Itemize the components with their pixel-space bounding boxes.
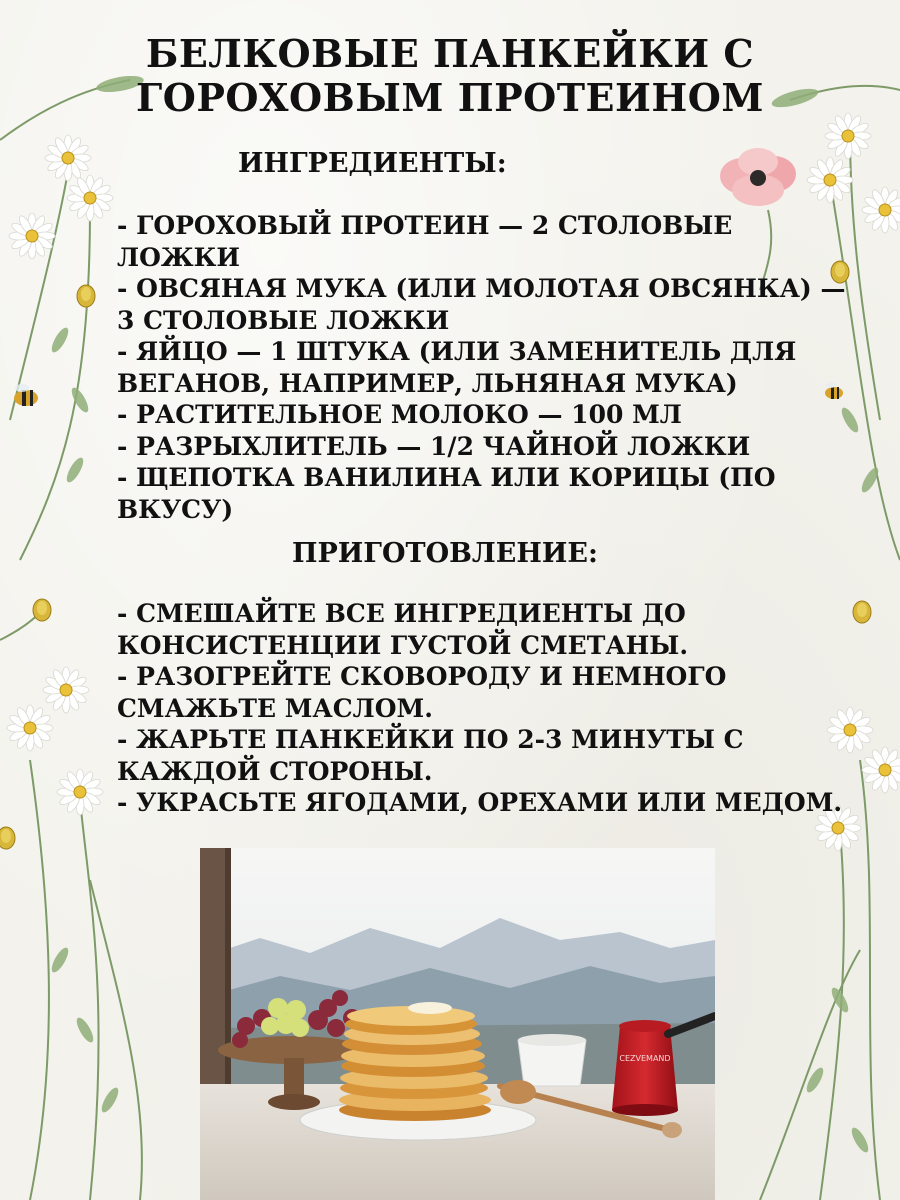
step-line: КОНСИСТЕНЦИИ ГУСТОЙ СМЕТАНЫ.: [117, 630, 689, 660]
pancake-photo: [200, 848, 715, 1200]
ingredient-line: ЛОЖКИ: [117, 242, 241, 272]
title-line-2: ГОРОХОВЫМ ПРОТЕИНОМ: [136, 75, 764, 120]
ingredient-line: ВЕГАНОВ, НАПРИМЕР, ЛЬНЯНАЯ МУКА): [117, 368, 738, 398]
ingredient-line: 3 СТОЛОВЫЕ ЛОЖКИ: [117, 305, 450, 335]
preparation-steps: [117, 598, 842, 819]
ingredient-line: - ЯЙЦО — 1 ШТУКА (ИЛИ ЗАМЕНИТЕЛЬ ДЛЯ: [117, 337, 797, 366]
pancake-scene-image: [200, 848, 715, 1200]
title-line-1: БЕЛКОВЫЕ ПАНКЕЙКИ С: [145, 31, 755, 76]
step-line: - РАЗОГРЕЙТЕ СКОВОРОДУ И НЕМНОГО: [117, 662, 727, 691]
ingredients-heading: ИНГРЕДИЕНТЫ:: [238, 148, 507, 179]
ingredient-line: - ЩЕПОТКА ВАНИЛИНА ИЛИ КОРИЦЫ (ПО: [117, 463, 776, 492]
ingredient-line: - РАЗРЫХЛИТЕЛЬ — 1/2 ЧАЙНОЙ ЛОЖКИ: [117, 431, 751, 461]
ingredients-list: [117, 210, 845, 525]
step-line: СМАЖЬТЕ МАСЛОМ.: [117, 693, 433, 723]
step-line: - ЖАРЬТЕ ПАНКЕЙКИ ПО 2-3 МИНУТЫ С: [117, 725, 744, 754]
preparation-heading: ПРИГОТОВЛЕНИЕ:: [292, 538, 598, 569]
step-line: КАЖДОЙ СТОРОНЫ.: [117, 756, 433, 786]
ingredient-line: ВКУСУ): [117, 494, 234, 524]
step-line: - СМЕШАЙТЕ ВСЕ ИНГРЕДИЕНТЫ ДО: [117, 599, 686, 628]
recipe-title: [0, 32, 900, 120]
cezve-brand-label: CEZVEMAND: [619, 1054, 671, 1063]
ingredient-line: - РАСТИТЕЛЬНОЕ МОЛОКО — 100 МЛ: [117, 400, 682, 429]
ingredient-line: - ГОРОХОВЫЙ ПРОТЕИН — 2 СТОЛОВЫЕ: [117, 211, 733, 240]
step-line: - УКРАСЬТЕ ЯГОДАМИ, ОРЕХАМИ ИЛИ МЕДОМ.: [117, 788, 843, 817]
ingredient-line: - ОВСЯНАЯ МУКА (ИЛИ МОЛОТАЯ ОВСЯНКА) —: [117, 274, 846, 303]
